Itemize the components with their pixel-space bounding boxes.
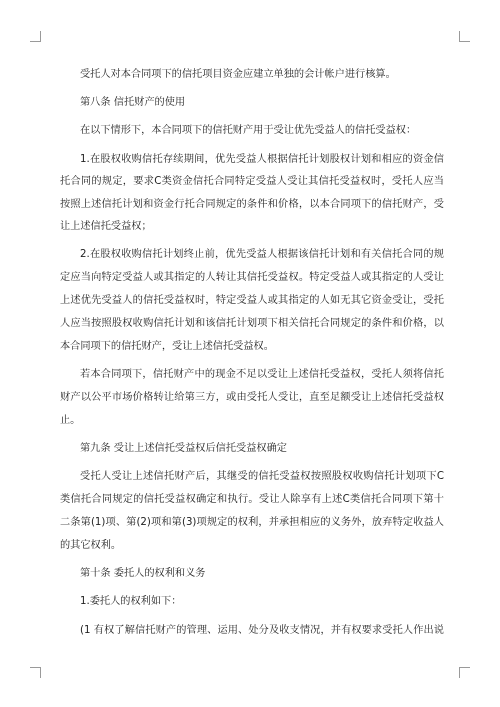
paragraph-line: 类信托合同规定的信托受益权确定和执行。受让人除享有上述C类信托合同项下第十 xyxy=(60,494,444,505)
corner-crop-mark-top-left xyxy=(30,31,41,42)
paragraph-line: 在以下情形下，本合同项下的信托财产用于受让优先受益人的信托受益权： xyxy=(80,125,417,136)
corner-crop-mark-bottom-left xyxy=(30,667,41,678)
paragraph-line: 2.在股权收购信托计划终止前，优先受益人根据该信托计划和有关信托合同的规 xyxy=(80,249,444,260)
paragraph-line: 止。 xyxy=(60,415,81,426)
paragraph-line: 财产以公平市场价格转让给第三方，或由受托人受让，直至足额受让上述信托受益权 xyxy=(60,392,444,403)
paragraph-line: (1 有权了解信托财产的管理、运用、处分及收支情况，并有权要求受托人作出说 xyxy=(80,625,444,636)
paragraph-line: 本合同项下的信托财产，受让上述信托受益权。 xyxy=(60,341,274,352)
paragraph-line: 托合同的规定，要求C类资金信托合同特定受益人受让其信托受益权时，受托人应当 xyxy=(60,176,444,187)
paragraph-line: 定应当向特定受益人或其指定的人转让其信托受益权。特定受益人或其指定的人受让 xyxy=(60,272,444,283)
paragraph-line: 人应当按照股权收购信托计划和该信托计划项下相关信托合同规定的条件和价格，以 xyxy=(60,318,444,329)
paragraph-line: 二条第(1)项、第(2)项和第(3)项规定的权利，并承担相应的义务外，放弃特定收益人 xyxy=(60,517,444,528)
paragraph-line: 1.在股权收购信托存续期间，优先受益人根据信托计划股权计划和相应的资金信 xyxy=(80,154,444,165)
paragraph-line: 受托人对本合同项下的信托项目资金应建立单独的会计帐户进行核算。 xyxy=(80,69,396,80)
paragraph-line: 若本合同项下，信托财产中的现金不足以受让上述信托受益权，受托人须将信托 xyxy=(80,369,444,380)
paragraph-line: 让上述信托受益权； xyxy=(60,221,152,232)
paragraph-line: 受托人受让上述信托财产后，其继受的信托受益权按照股权收购信托计划项下C xyxy=(80,471,444,482)
corner-crop-mark-bottom-right xyxy=(459,667,470,678)
corner-crop-mark-top-right xyxy=(459,31,470,42)
paragraph-line: 的其它权利。 xyxy=(60,540,122,551)
paragraph-line: 上述优先受益人的信托受益权时，特定受益人或其指定的人如无其它资金受让，受托 xyxy=(60,295,444,306)
section-heading-article-8: 第八条 信托财产的使用 xyxy=(80,97,186,108)
section-heading-article-10: 第十条 委托人的权利和义务 xyxy=(80,568,206,579)
paragraph-line: 按照上述信托计划和资金行托合同规定的条件和价格，以本合同项下的信托财产，受 xyxy=(60,199,444,210)
paragraph-line: 1.委托人的权利如下： xyxy=(80,596,182,607)
section-heading-article-9: 第九条 受让上述信托受益权后信托受益权确定 xyxy=(80,443,287,454)
